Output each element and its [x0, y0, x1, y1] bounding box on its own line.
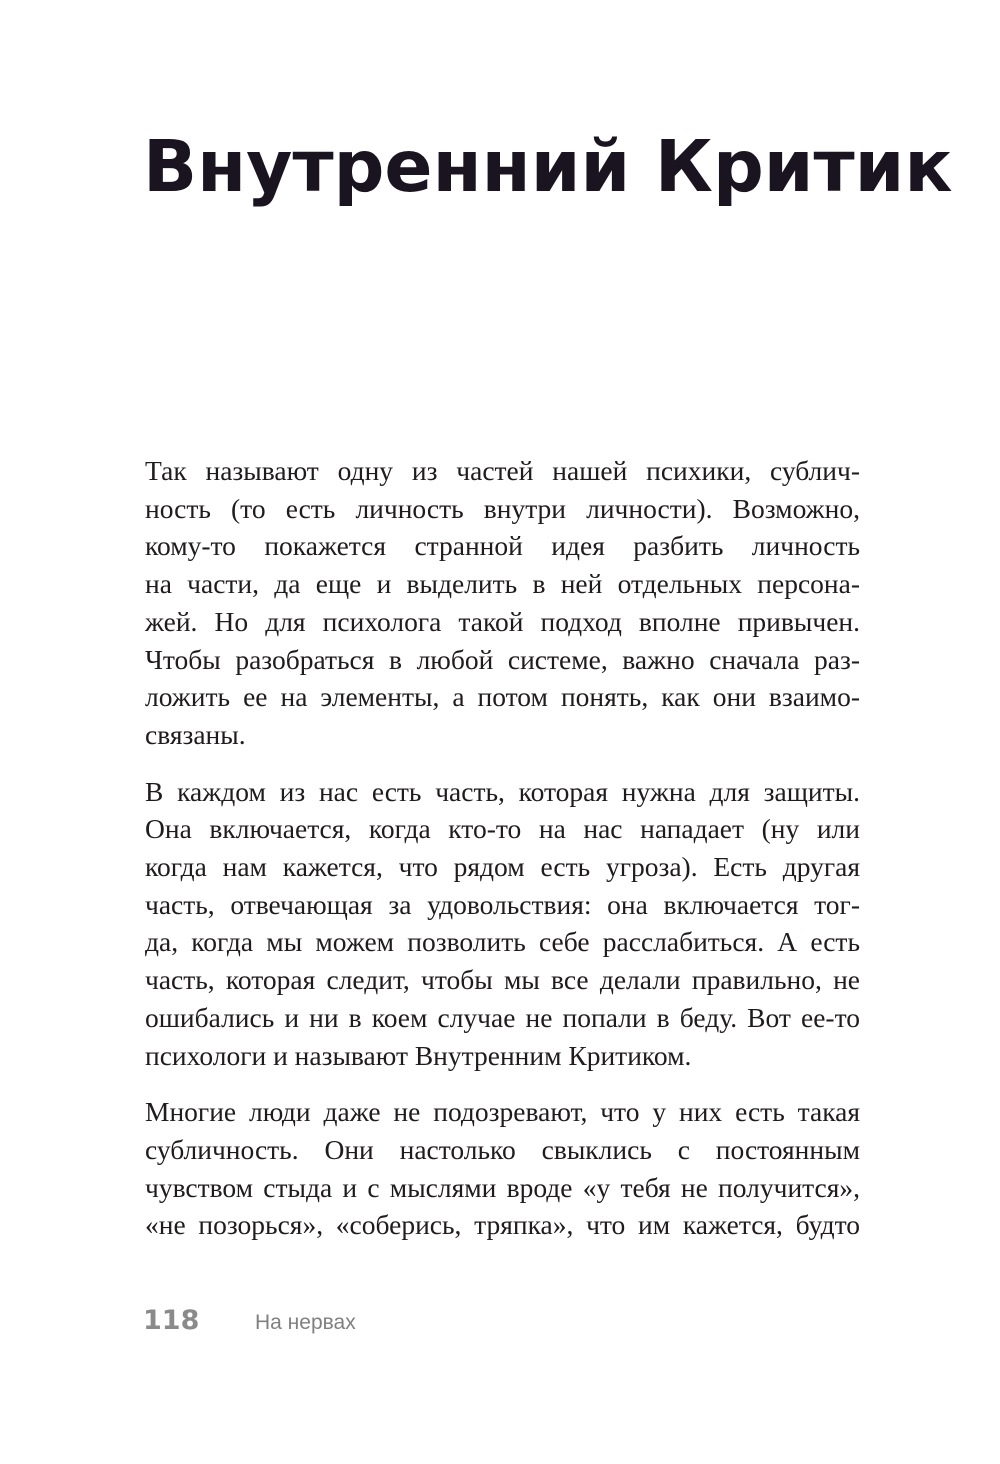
text-line: жей. Но для психолога такой подход вполне привычен. [145, 605, 860, 637]
text-line: Чтобы разобраться в любой системе, важно сначала раз- [145, 643, 860, 675]
text-line: часть, отвечающая за удовольствия: она включается тог- [145, 888, 860, 920]
text-line: Так называют одну из частей нашей психики, сублич- [145, 455, 860, 486]
chapter-title: Внутренний Критик [143, 125, 953, 208]
text-line: кому-то покажется странной идея разбить личность [145, 530, 860, 562]
body-text [145, 452, 860, 1263]
text-line: да, когда мы можем позволить себе расслабиться. А есть [145, 926, 860, 958]
text-line: часть, которая следит, чтобы мы все делали правильно, не [145, 964, 860, 996]
paragraph-2 [145, 773, 860, 1075]
text-line: субличность. Они настолько свыклись с постоянным [145, 1133, 860, 1165]
text-line: «не позорься», «соберись, тряпка», что им кажется, будто [145, 1209, 860, 1241]
text-line: ность (то есть личность внутри личности). Возможно, [145, 492, 860, 524]
paragraph-3 [145, 1093, 860, 1244]
page-footer [143, 1305, 356, 1345]
text-line: Она включается, когда кто-то на нас нападает (ну или [145, 813, 860, 845]
text-line: ложить ее на элементы, а потом понять, как они взаимо- [145, 681, 860, 713]
text-line: В каждом из нас есть часть, которая нужна для защиты. [145, 775, 860, 807]
text-line: на части, да еще и выделить в ней отдельных персона- [145, 568, 860, 600]
text-line: Многие люди даже не подозревают, что у них есть такая [145, 1096, 860, 1128]
paragraph-1 [145, 452, 860, 754]
page-number: 118 [143, 1305, 200, 1336]
running-title: На нервах [255, 1311, 356, 1334]
text-line: когда нам кажется, что рядом есть угроза). Есть другая [145, 851, 860, 883]
text-line: ошибались и ни в коем случае не попали в беду. Вот ее-то [145, 1001, 860, 1033]
text-line: чувством стыда и с мыслями вроде «у тебя не получится», [145, 1171, 860, 1203]
text-line: психологи и называют Внутренним Критиком. [145, 1039, 692, 1071]
text-line: связаны. [145, 718, 246, 750]
